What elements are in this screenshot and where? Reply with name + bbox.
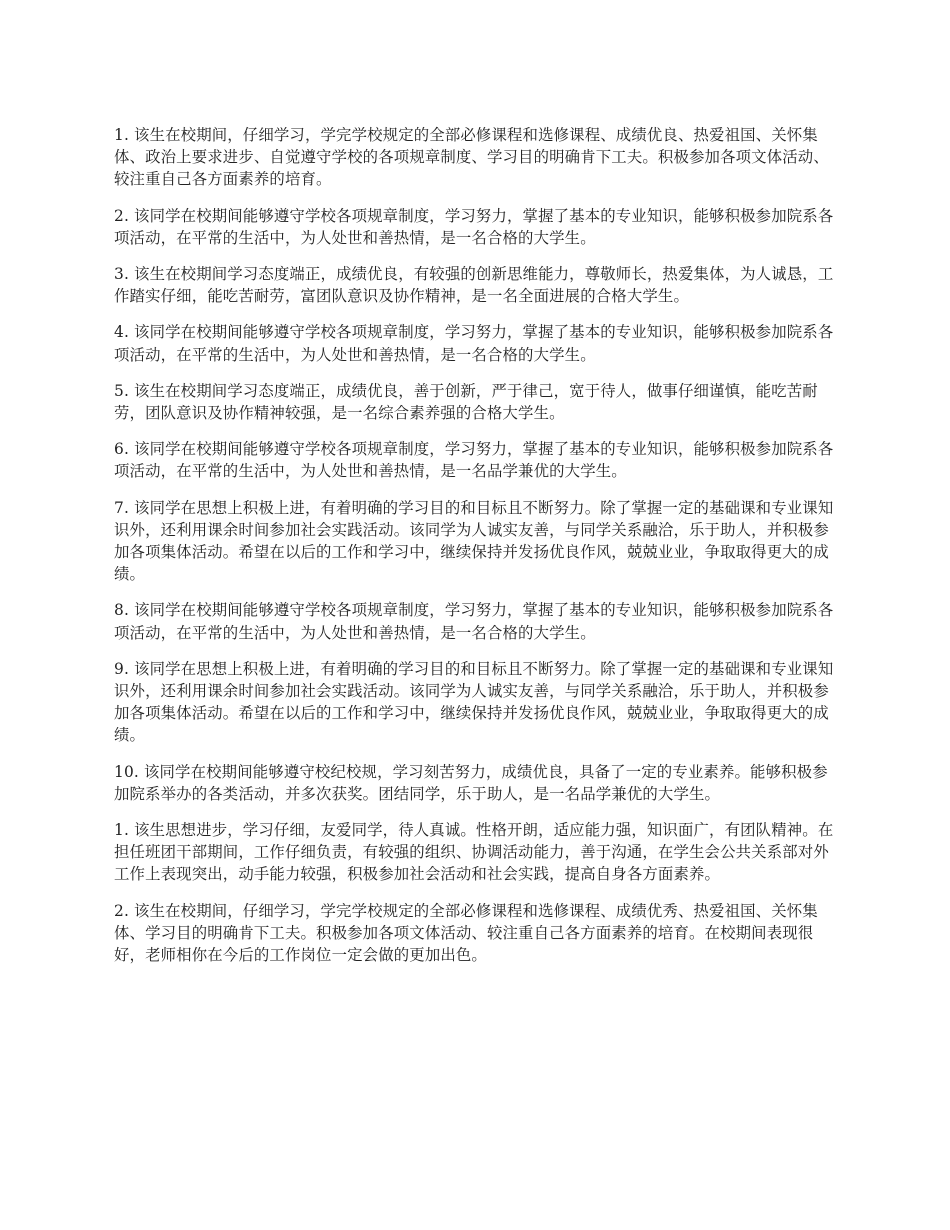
comment-paragraph-5: 5. 该生在校期间学习态度端正，成绩优良，善于创新，严于律己，宽于待人，做事仔细谨慎，能吃苦耐劳，团队意识及协作精神较强，是一名综合素养强的合格大学生。 — [114, 381, 818, 423]
comment-paragraph-11: 1. 该生思想进步，学习仔细，友爱同学，待人真诚。性格开朗，适应能力强，知识面广，有团队精神。在担任班团干部期间，工作仔细负责，有较强的组织、协调活动能力，善于沟通，在学生会公共关系部对外工作上表现突出，动手能力较强，积极参加社会活动和社会实践，提高自身各方面素养。 — [114, 821, 834, 884]
comment-paragraph-6: 6. 该同学在校期间能够遵守学校各项规章制度，学习努力，掌握了基本的专业知识，能够积极参加院系各项活动，在平常的生活中，为人处世和善热情，是一名品学兼优的大学生。 — [114, 440, 834, 481]
comment-paragraph-8: 8. 该同学在校期间能够遵守学校各项规章制度，学习努力，掌握了基本的专业知识，能够积极参加院系各项活动，在平常的生活中，为人处世和善热情，是一名合格的大学生。 — [114, 601, 834, 642]
comment-paragraph-3: 3. 该生在校期间学习态度端正，成绩优良，有较强的创新思维能力，尊敬师长，热爱集体，为人诚恳，工作踏实仔细，能吃苦耐劳，富团队意识及协作精神，是一名全面进展的合格大学生。 — [114, 265, 834, 306]
comment-paragraph-2: 2. 该同学在校期间能够遵守学校各项规章制度，学习努力，掌握了基本的专业知识，能够积极参加院系各项活动，在平常的生活中，为人处世和善热情，是一名合格的大学生。 — [114, 206, 834, 247]
document-page — [114, 124, 840, 980]
comment-paragraph-9: 9. 该同学在思想上积极上进，有着明确的学习目的和目标且不断努力。除了掌握一定的基础课和专业课知识外，还利用课余时间参加社会实践活动。该同学为人诚实友善，与同学关系融洽，乐于助人，并积极参加各项集体活动。希望在以后的工作和学习中，继续保持并发扬优良作风，兢兢业业，争取取得更大的成绩。 — [114, 659, 834, 745]
comment-paragraph-7: 7. 该同学在思想上积极上进，有着明确的学习目的和目标且不断努力。除了掌握一定的基础课和专业课知识外，还利用课余时间参加社会实践活动。该同学为人诚实友善，与同学关系融洽，乐于助人，并积极参加各项集体活动。希望在以后的工作和学习中，继续保持并发扬优良作风，兢兢业业，争取取得更大的成绩。 — [114, 498, 834, 584]
comment-paragraph-1: 1. 该生在校期间，仔细学习，学完学校规定的全部必修课程和选修课程、成绩优良、热爱祖国、关怀集体、政治上要求进步、自觉遵守学校的各项规章制度、学习目的明确肯下工夫。积极参加各项文体活动、较注重自己各方面素养的培育。 — [114, 126, 829, 189]
comment-paragraph-4: 4. 该同学在校期间能够遵守学校各项规章制度，学习努力，掌握了基本的专业知识，能够积极参加院系各项活动，在平常的生活中，为人处世和善热情，是一名合格的大学生。 — [114, 323, 834, 364]
comment-paragraph-10: 10. 该同学在校期间能够遵守校纪校规，学习刻苦努力，成绩优良，具备了一定的专业素养。能够积极参加院系举办的各类活动，并多次获奖。团结同学，乐于助人，是一名品学兼优的大学生。 — [114, 762, 828, 803]
comment-paragraph-12: 2. 该生在校期间，仔细学习，学完学校规定的全部必修课程和选修课程、成绩优秀、热爱祖国、关怀集体、学习目的明确肯下工夫。积极参加各项文体活动、较注重自己各方面素养的培育。在校期间表现很好，老师相你在今后的工作岗位一定会做的更加出色。 — [114, 901, 818, 965]
